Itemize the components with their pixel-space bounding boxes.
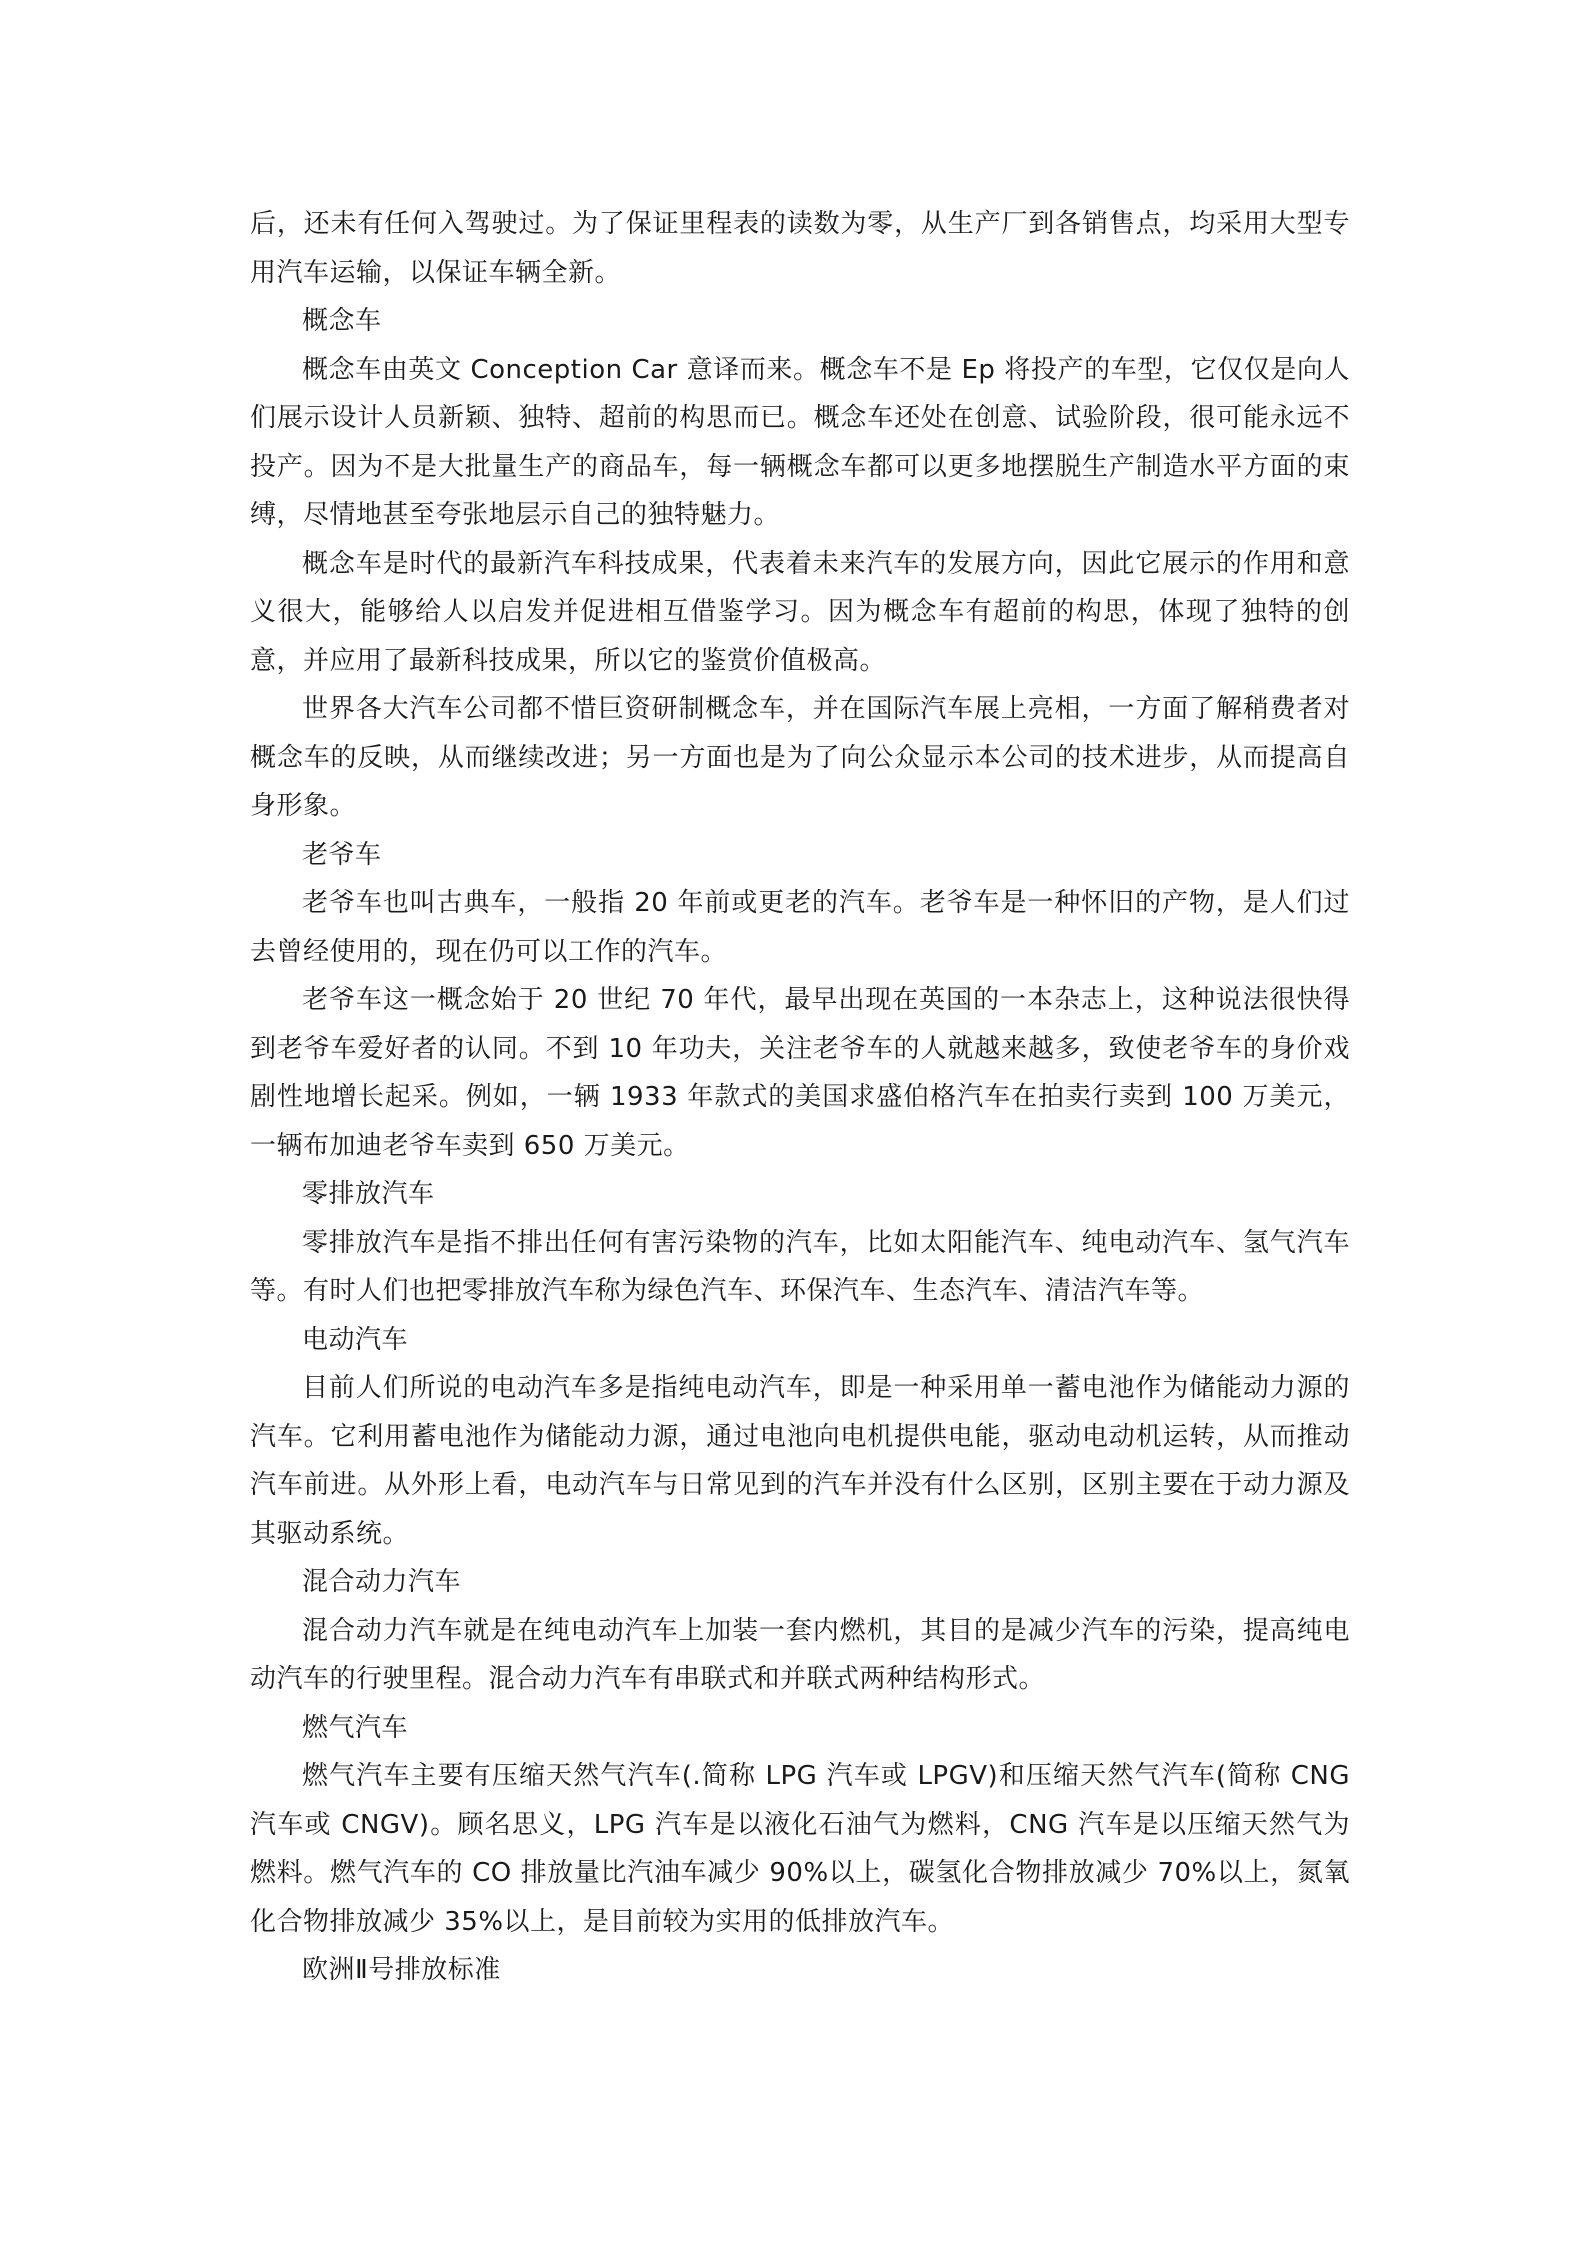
section-heading-zero-emission: 零排放汽车 (302, 1179, 435, 1209)
section-heading-gas-car: 燃气汽车 (302, 1712, 409, 1743)
paragraph: 概念车是时代的最新汽车科技成果，代表着未来汽车的发展方向，因此它展示的作用和意义很大，能够给人以启发并促进相互借鉴学习。因为概念车有超前的构思，体现了独特的创意，并应用了最新科技成果，所以它的鉴赏价值极高。 (250, 548, 1350, 676)
section-heading-electric-car: 电动汽车 (302, 1324, 409, 1355)
document-body (250, 200, 1350, 1995)
paragraph: 概念车由英文 Conception Car 意译而来。概念车不是 Ep 将投产的车型，它仅仅是向人们展示设计人员新颖、独特、超前的构思而已。概念车还处在创意、试验阶段，很可能永远不投产。因为不是大批量生产的商品车，每一辆概念车都可以更多地摆脱生产制造水平方面的束缚，尽情地甚至夸张地层示自己的独特魅力。 (250, 354, 1350, 530)
paragraph: 零排放汽车是指不排出任何有害污染物的汽车，比如太阳能汽车、纯电动汽车、氢气汽车等。有时人们也把零排放汽车称为绿色汽车、环保汽车、生态汽车、清洁汽车等。 (250, 1227, 1350, 1306)
section-heading-hybrid-car: 混合动力汽车 (302, 1567, 462, 1597)
section-heading-euro-ii: 欧洲Ⅱ号排放标准 (302, 1955, 501, 1985)
section-heading-vintage-car: 老爷车 (302, 839, 382, 870)
paragraph: 世界各大汽车公司都不惜巨资研制概念车，并在国际汽车展上亮相，一方面了解稍费者对概念车的反映，从而继续改进；另一方面也是为了向公众显示本公司的技术进步，从而提高自身形象。 (250, 694, 1350, 821)
paragraph: 目前人们所说的电动汽车多是指纯电动汽车，即是一种采用单一蓄电池作为储能动力源的汽车。它利用蓄电池作为储能动力源，通过电池向电机提供电能，驱动电动机运转，从而推动汽车前进。从外形上看，电动汽车与日常见到的汽车并没有什么区别，区别主要在于动力源及其驱动系统。 (250, 1373, 1350, 1549)
paragraph: 老爷车也叫古典车，一般指 20 年前或更老的汽车。老爷车是一种怀旧的产物，是人们过去曾经使用的，现在仍可以工作的汽车。 (250, 888, 1350, 967)
paragraph: 混合动力汽车就是在纯电动汽车上加装一套内燃机，其目的是减少汽车的污染，提高纯电动汽车的行驶里程。混合动力汽车有串联式和并联式两种结构形式。 (250, 1615, 1350, 1694)
paragraph: 燃气汽车主要有压缩天然气汽车(.简称 LPG 汽车或 LPGV)和压缩天然气汽车(简称 CNG 汽车或 CNGV)。顾名思义，LPG 汽车是以液化石油气为燃料，CNG 汽车是以压缩天然气为燃料。燃气汽车的 CO 排放量比汽油车减少 90%以上，碳氢化合物排放减少 70%以上，氮氧化合物排放减少 35%以上，是目前较为实用的低排放汽车。 (250, 1761, 1350, 1937)
paragraph-continuation: 后，还未有任何入驾驶过。为了保证里程表的读数为零，从生产厂到各销售点，均采用大型专用汽车运输，以保证车辆全新。 (250, 209, 1350, 288)
paragraph: 老爷车这一概念始于 20 世纪 70 年代，最早出现在英国的一本杂志上，这种说法很快得到老爷车爱好者的认同。不到 10 年功夫，关注老爷车的人就越来越多，致使老爷车的身价戏剧性地增长起采。例如，一辆 1933 年款式的美国求盛伯格汽车在拍卖行卖到 100 万美元，一辆布加迪老爷车卖到 650 万美元。 (250, 985, 1350, 1161)
section-heading-concept-car: 概念车 (302, 306, 382, 336)
